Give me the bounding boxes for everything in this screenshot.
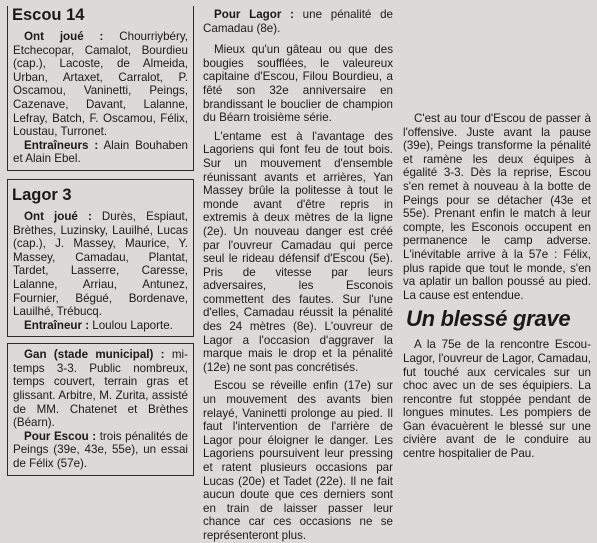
lagor-lineup [13, 210, 188, 319]
lagor-title: Lagor 3 [12, 185, 72, 204]
section-headline: Un blessé grave [406, 306, 571, 332]
lagor-lineup-label: Ont joué : [24, 209, 92, 223]
escou-lineup [13, 30, 188, 139]
lagor-points-label: Pour Lagor : [214, 8, 294, 21]
article-continuation [403, 0, 591, 107]
lagor-team-box [7, 179, 194, 337]
lagor-lineup-text: Durès, Espiaut, Brèthes, Luzinsky, Lauilhé, Lucas (cap.), J. Massey, Maurice, Y. Massey, Camadau, Plantat, Tardet, Lasserre, Caresse, Lalanne, Arriau, Antunez, Fournier, Bégué, Bordenave, Lauilhé, Trébucq. [13, 209, 188, 319]
escou-title: Escou 14 [12, 6, 85, 24]
escou-lineup-label: Ont joué : [24, 30, 104, 43]
article-paragraph-5: A la 75e de la rencontre Escou-Lagor, l'ouvreur de Lagor, Camadau, fut touché aux cervicales sur un choc avec un de ses équipiers. La rencontre fut stoppée pendant de longues minutes. Les pompiers de Gan évacuèrent le blessé sur une civière avant de le conduire au centre hospitalier de Pau. [403, 338, 591, 461]
escou-points-text: trois pénalités de Peings (39e, 43e, 55e), un essai de Félix (57e). [13, 429, 188, 471]
lagor-coach-text: Loulou Laporte. [89, 318, 173, 332]
match-venue-label: Gan (stade municipal) : [24, 348, 165, 362]
lagor-points-text: une pénalité de Camadau (8e). [203, 8, 394, 35]
article-paragraph-4: C'est au tour d'Escou de passer à l'offensive. Juste avant la pause (39e), Peings transforme la pénalité et ramène les deux équipes à égalité 3-3. Dès la reprise, Escou s'en remet à nouveau à la botte de Peings pour se détacher (43e et 55e). Prenant enfin le match à leur compte, les Esconois occupent en permanence le camp adverse. L'inévitable arrive à la 57e : Félix, plus rapide que tout le monde, s'en va aplatir un ballon poussé au pied. La cause est entendue. [403, 112, 591, 302]
article-paragraph-2: L'entame est à l'avantage des Lagoriens qui font feu de tout bois. Sur un mouvement d'ensemble réunissant avants et arrières, Yan Massey brûle la politesse à tout le monde avant d'être repris in extremis à deux mètres de la ligne (2e). Un nouveau danger est créé par l'ouvreur Camadau qui perce seul le rideau défensif d'Escou (5e). Pris de vitesse par leurs adversaires, les Esconois commettent des fautes. Sur l'une d'elles, Camadau réussit la pénalité des 24 mètres (8e). L'ouvreur de Lagor a l'occasion d'aggraver la marque mais le drop et la pénalité (12e) ne sont pas concrétisés. [203, 129, 393, 374]
escou-coaches-text: Alain Bouhaben et Alain Ebel. [13, 138, 188, 166]
article-paragraph-1: Mieux qu'un gâteau ou que des bougies soufflées, le valeureux capitaine d'Escou, Filou Bourdieu, a fêté son 32e anniversaire en brandissant le bouclier de champion du Béarn troisième série. [203, 43, 393, 125]
escou-coaches [13, 139, 188, 166]
column-2 [203, 0, 393, 543]
match-venue [13, 348, 188, 430]
escou-team-box [7, 6, 194, 171]
lagor-points [203, 8, 393, 35]
match-info-box [7, 343, 194, 475]
escou-lineup-text: Chourriybéry, Etchecopar, Camalot, Bourdieu (cap.), Lacoste, de Almeida, Urban, Artaxet, Carralot, P. Oscamou, Vaninetti, Peings, Cazenave, Davant, Lalanne, Lefray, Batch, F. Oscamou, Félix, Loustau, Turronet. [13, 30, 188, 139]
escou-coaches-label: Entraîneurs : [24, 138, 99, 152]
column-1 [7, 0, 194, 476]
match-venue-text: mi-temps 3-3. Public nombreux, temps couvert, terrain gras et glissant. Arbitre, M. Zurita, assisté de MM. Chatenet et Brèthes (Béarn). [13, 348, 188, 430]
escou-points [13, 430, 188, 471]
lagor-coach [13, 319, 188, 333]
article-paragraph-3: Escou se réveille enfin (17e) sur un mouvement des avants bien relayé, Vaninetti prolonge au pied. Il faut l'intervention de l'arrière de Lagor pour éloigner le danger. Les Lagoriens poursuivent leur pressing et ratent plusieurs occasions par Lucas (20e) et Tadet (22e). Il ne fait aucun doute que ces derniers sont en train de laisser passer leur chance car ces occasions ne se représenteront plus. [203, 379, 393, 542]
escou-points-label: Pour Escou : [24, 429, 97, 443]
column-3 [403, 0, 591, 461]
lagor-coach-label: Entraîneur : [24, 318, 90, 332]
